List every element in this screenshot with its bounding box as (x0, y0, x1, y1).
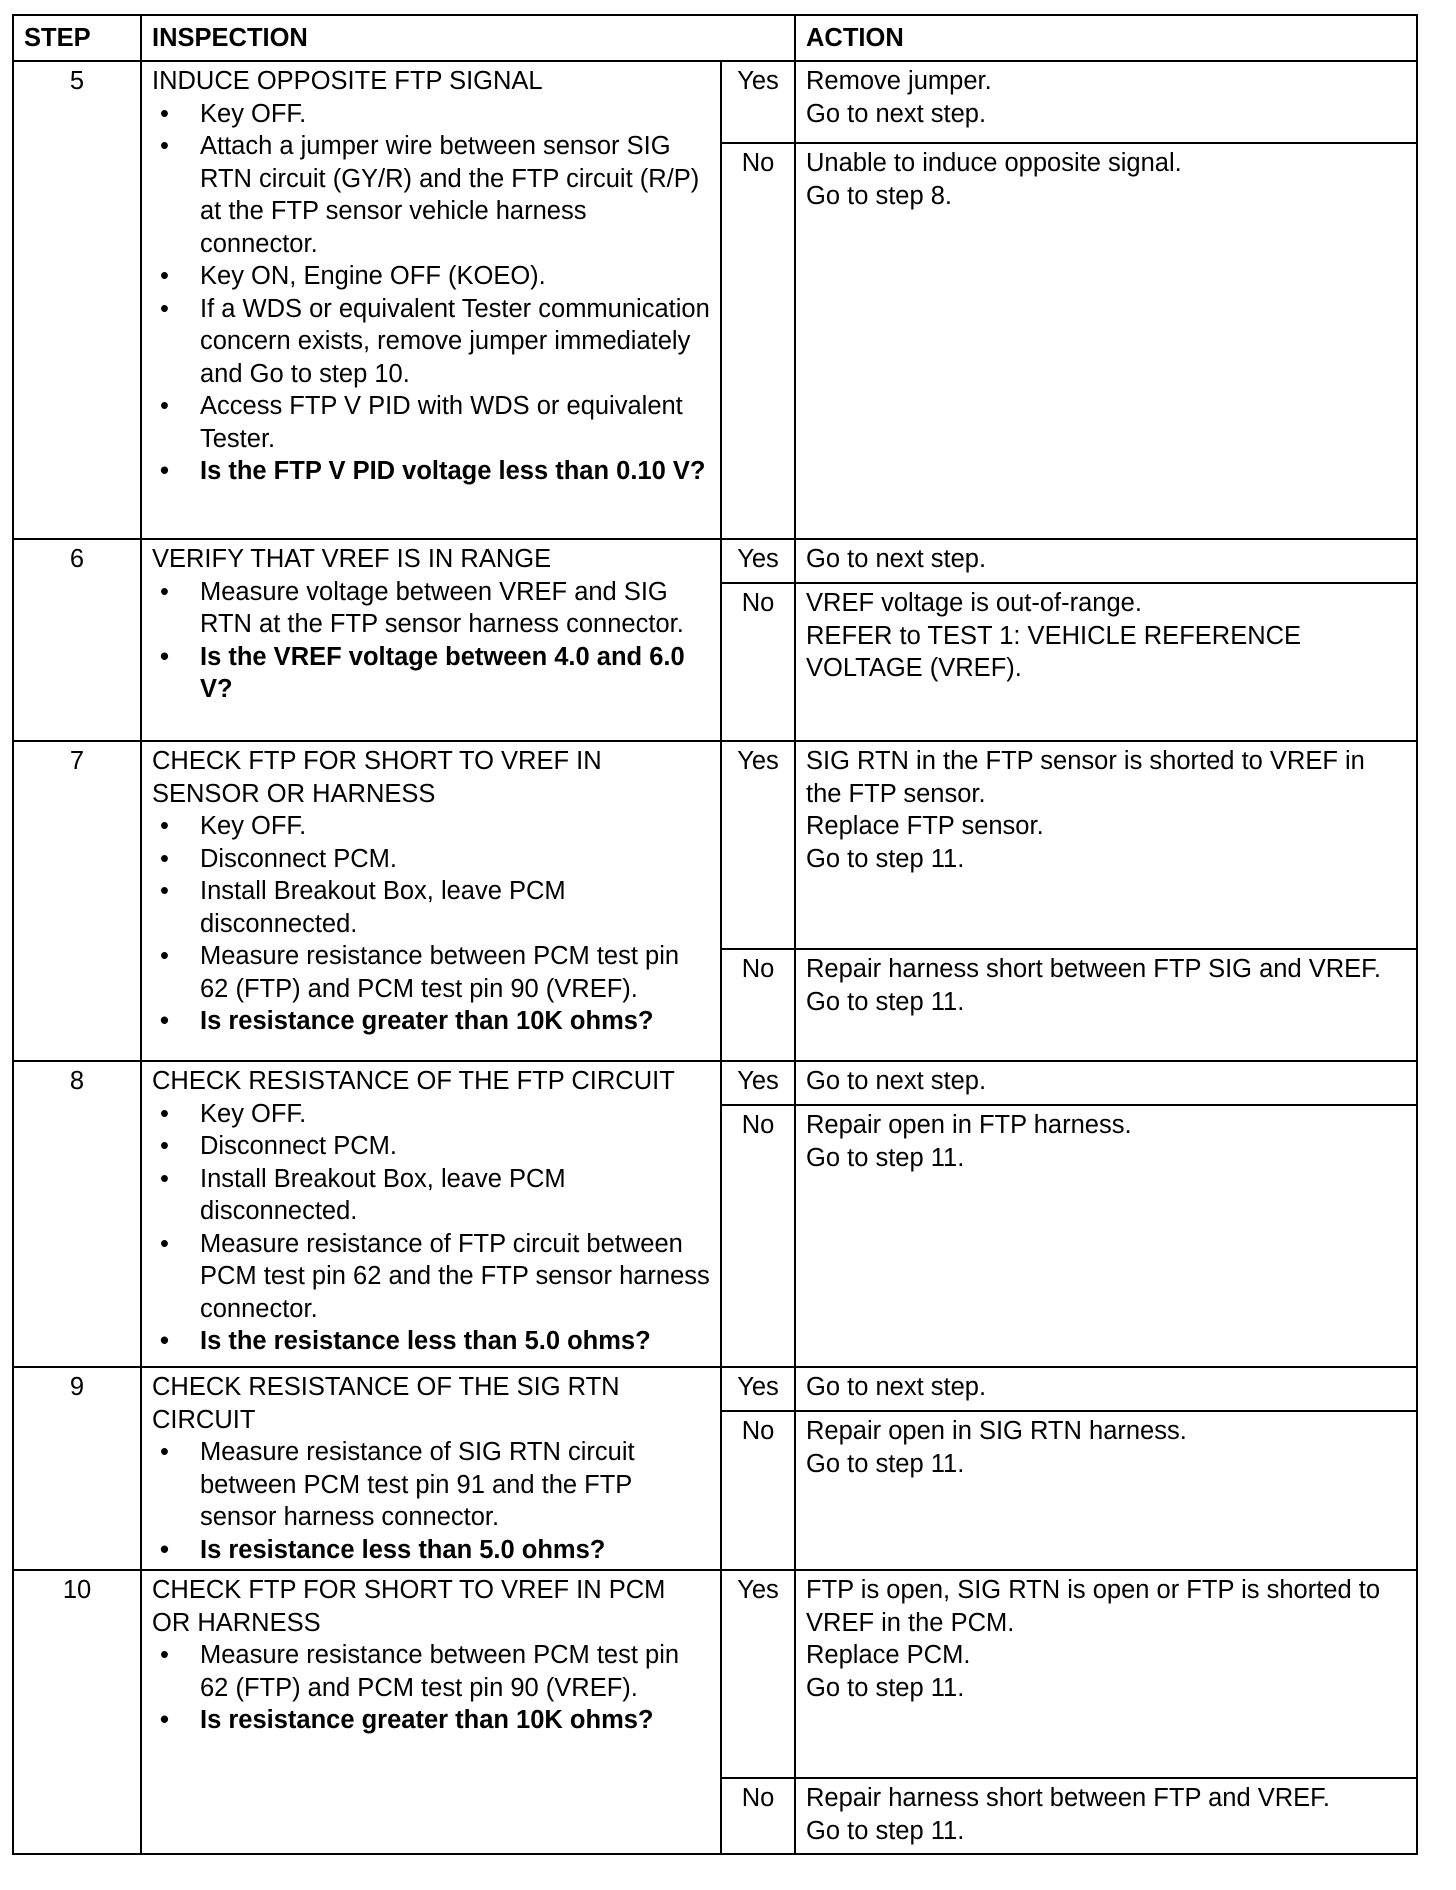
inspection-question: • Is resistance less than 5.0 ohms? (152, 1534, 710, 1567)
inspection-item: • Access FTP V PID with WDS or equivalent Tester. (152, 390, 710, 455)
header-row (13, 15, 1417, 61)
action-line: Go to step 11. (806, 1143, 965, 1172)
step-number: 6 (13, 539, 141, 741)
action-line: Go to step 11. (806, 987, 965, 1016)
yes-action-cell (795, 61, 1417, 143)
no-action-cell (795, 1778, 1417, 1854)
no-action-cell (795, 1411, 1417, 1570)
inspection-cell (141, 741, 721, 1061)
step-title: VERIFY THAT VREF IS IN RANGE (152, 545, 552, 573)
yes-label: Yes (721, 1367, 795, 1411)
inspection-item: • Attach a jumper wire between sensor SIG RTN circuit (GY/R) and the FTP circuit (R/P) at the FTP sensor vehicle harness connector. (152, 130, 710, 260)
yes-action-cell (795, 1570, 1417, 1778)
yes-label: Yes (721, 741, 795, 949)
no-label: No (721, 1778, 795, 1854)
inspection-list (152, 1639, 710, 1737)
step-number: 10 (13, 1570, 141, 1854)
inspection-list (152, 576, 710, 706)
inspection-item: • Key OFF. (152, 810, 710, 843)
inspection-item: • Measure resistance of FTP circuit between PCM test pin 62 and the FTP sensor harness connector. (152, 1228, 710, 1326)
action-line: Repair open in SIG RTN harness. (806, 1417, 1187, 1446)
diagnostic-procedure-table (12, 14, 1418, 1855)
action-column-header: ACTION (795, 15, 1417, 61)
no-action-cell (795, 949, 1417, 1061)
inspection-question: • Is the FTP V PID voltage less than 0.10 V? (152, 455, 710, 488)
no-action-cell (795, 143, 1417, 539)
diagnostic-table-sheet (12, 14, 1416, 1855)
step-title: INDUCE OPPOSITE FTP SIGNAL (152, 67, 543, 95)
step-title: CHECK FTP FOR SHORT TO VREF IN PCM OR HARNESS (152, 1576, 666, 1637)
yes-label: Yes (721, 1061, 795, 1105)
inspection-item: • Disconnect PCM. (152, 843, 710, 876)
inspection-item: • Key OFF. (152, 1098, 710, 1131)
step-row (13, 539, 1417, 583)
action-line: Repair open in FTP harness. (806, 1111, 1132, 1139)
no-label: No (721, 1105, 795, 1367)
inspection-item: • Measure voltage between VREF and SIG RTN at the FTP sensor harness connector. (152, 576, 710, 641)
inspection-question: • Is the VREF voltage between 4.0 and 6.0 V? (152, 641, 710, 706)
inspection-list (152, 1098, 710, 1358)
action-line: Go to step 8. (806, 181, 953, 210)
inspection-item: • Measure resistance of SIG RTN circuit between PCM test pin 91 and the FTP sensor harness connector. (152, 1436, 710, 1534)
inspection-item: • Measure resistance between PCM test pin 62 (FTP) and PCM test pin 90 (VREF). (152, 1639, 710, 1704)
yes-action-cell (795, 741, 1417, 949)
action-line: Go to next step. (806, 99, 987, 128)
inspection-list (152, 810, 710, 1038)
inspection-cell (141, 1061, 721, 1367)
step-row (13, 1061, 1417, 1105)
yes-label: Yes (721, 539, 795, 583)
inspection-item: • Measure resistance between PCM test pin 62 (FTP) and PCM test pin 90 (VREF). (152, 940, 710, 1005)
yes-action-cell (795, 1367, 1417, 1411)
step-row (13, 1367, 1417, 1411)
yes-label: Yes (721, 61, 795, 143)
yes-action-cell (795, 1061, 1417, 1105)
action-line: VREF voltage is out-of-range. (806, 589, 1142, 617)
yes-label: Yes (721, 1570, 795, 1778)
inspection-question: • Is the resistance less than 5.0 ohms? (152, 1325, 710, 1358)
yes-action-cell (795, 539, 1417, 583)
step-number: 9 (13, 1367, 141, 1570)
no-label: No (721, 1411, 795, 1570)
inspection-question: • Is resistance greater than 10K ohms? (152, 1005, 710, 1038)
step-row (13, 1570, 1417, 1778)
inspection-cell (141, 61, 721, 539)
action-line: Repair harness short between FTP SIG and VREF. (806, 955, 1381, 983)
action-line: Replace PCM. (806, 1641, 971, 1669)
inspection-item: • Disconnect PCM. (152, 1130, 710, 1163)
action-line: Go to step 11. (806, 1449, 965, 1478)
action-line: Go to step 11. (806, 844, 965, 873)
step-number: 5 (13, 61, 141, 539)
step-column-header: STEP (13, 15, 141, 61)
step-number: 8 (13, 1061, 141, 1367)
step-number: 7 (13, 741, 141, 1061)
action-line: Repair harness short between FTP and VREF. (806, 1784, 1330, 1812)
inspection-list (152, 1436, 710, 1566)
action-line: SIG RTN in the FTP sensor is shorted to VREF in the FTP sensor. (806, 747, 1365, 808)
action-line: REFER to TEST 1: VEHICLE REFERENCE VOLTAGE (VREF). (806, 621, 1302, 682)
action-line: Remove jumper. (806, 67, 992, 95)
inspection-cell (141, 1570, 721, 1854)
inspection-item: • Install Breakout Box, leave PCM disconnected. (152, 1163, 710, 1228)
action-line: Go to next step. (806, 1373, 987, 1401)
inspection-cell (141, 539, 721, 741)
no-action-cell (795, 583, 1417, 741)
inspection-cell (141, 1367, 721, 1570)
inspection-list (152, 98, 710, 488)
step-row (13, 741, 1417, 949)
step-row (13, 61, 1417, 143)
step-title: CHECK RESISTANCE OF THE SIG RTN CIRCUIT (152, 1373, 620, 1434)
action-line: Go to step 11. (806, 1816, 965, 1845)
no-label: No (721, 949, 795, 1061)
action-line: Go to next step. (806, 545, 987, 573)
inspection-item: • Key ON, Engine OFF (KOEO). (152, 260, 710, 293)
action-line: Unable to induce opposite signal. (806, 149, 1182, 177)
action-line: Replace FTP sensor. (806, 812, 1044, 840)
inspection-question: • Is resistance greater than 10K ohms? (152, 1704, 710, 1737)
action-line: FTP is open, SIG RTN is open or FTP is shorted to VREF in the PCM. (806, 1576, 1381, 1637)
no-label: No (721, 143, 795, 539)
no-action-cell (795, 1105, 1417, 1367)
action-line: Go to next step. (806, 1067, 987, 1095)
step-title: CHECK FTP FOR SHORT TO VREF IN SENSOR OR HARNESS (152, 747, 602, 808)
no-label: No (721, 583, 795, 741)
action-line: Go to step 11. (806, 1673, 965, 1702)
inspection-item: • If a WDS or equivalent Tester communication concern exists, remove jumper immediately and Go to step 10. (152, 293, 710, 391)
inspection-item: • Install Breakout Box, leave PCM disconnected. (152, 875, 710, 940)
inspection-column-header: INSPECTION (141, 15, 795, 61)
step-title: CHECK RESISTANCE OF THE FTP CIRCUIT (152, 1067, 675, 1095)
inspection-item: • Key OFF. (152, 98, 710, 131)
